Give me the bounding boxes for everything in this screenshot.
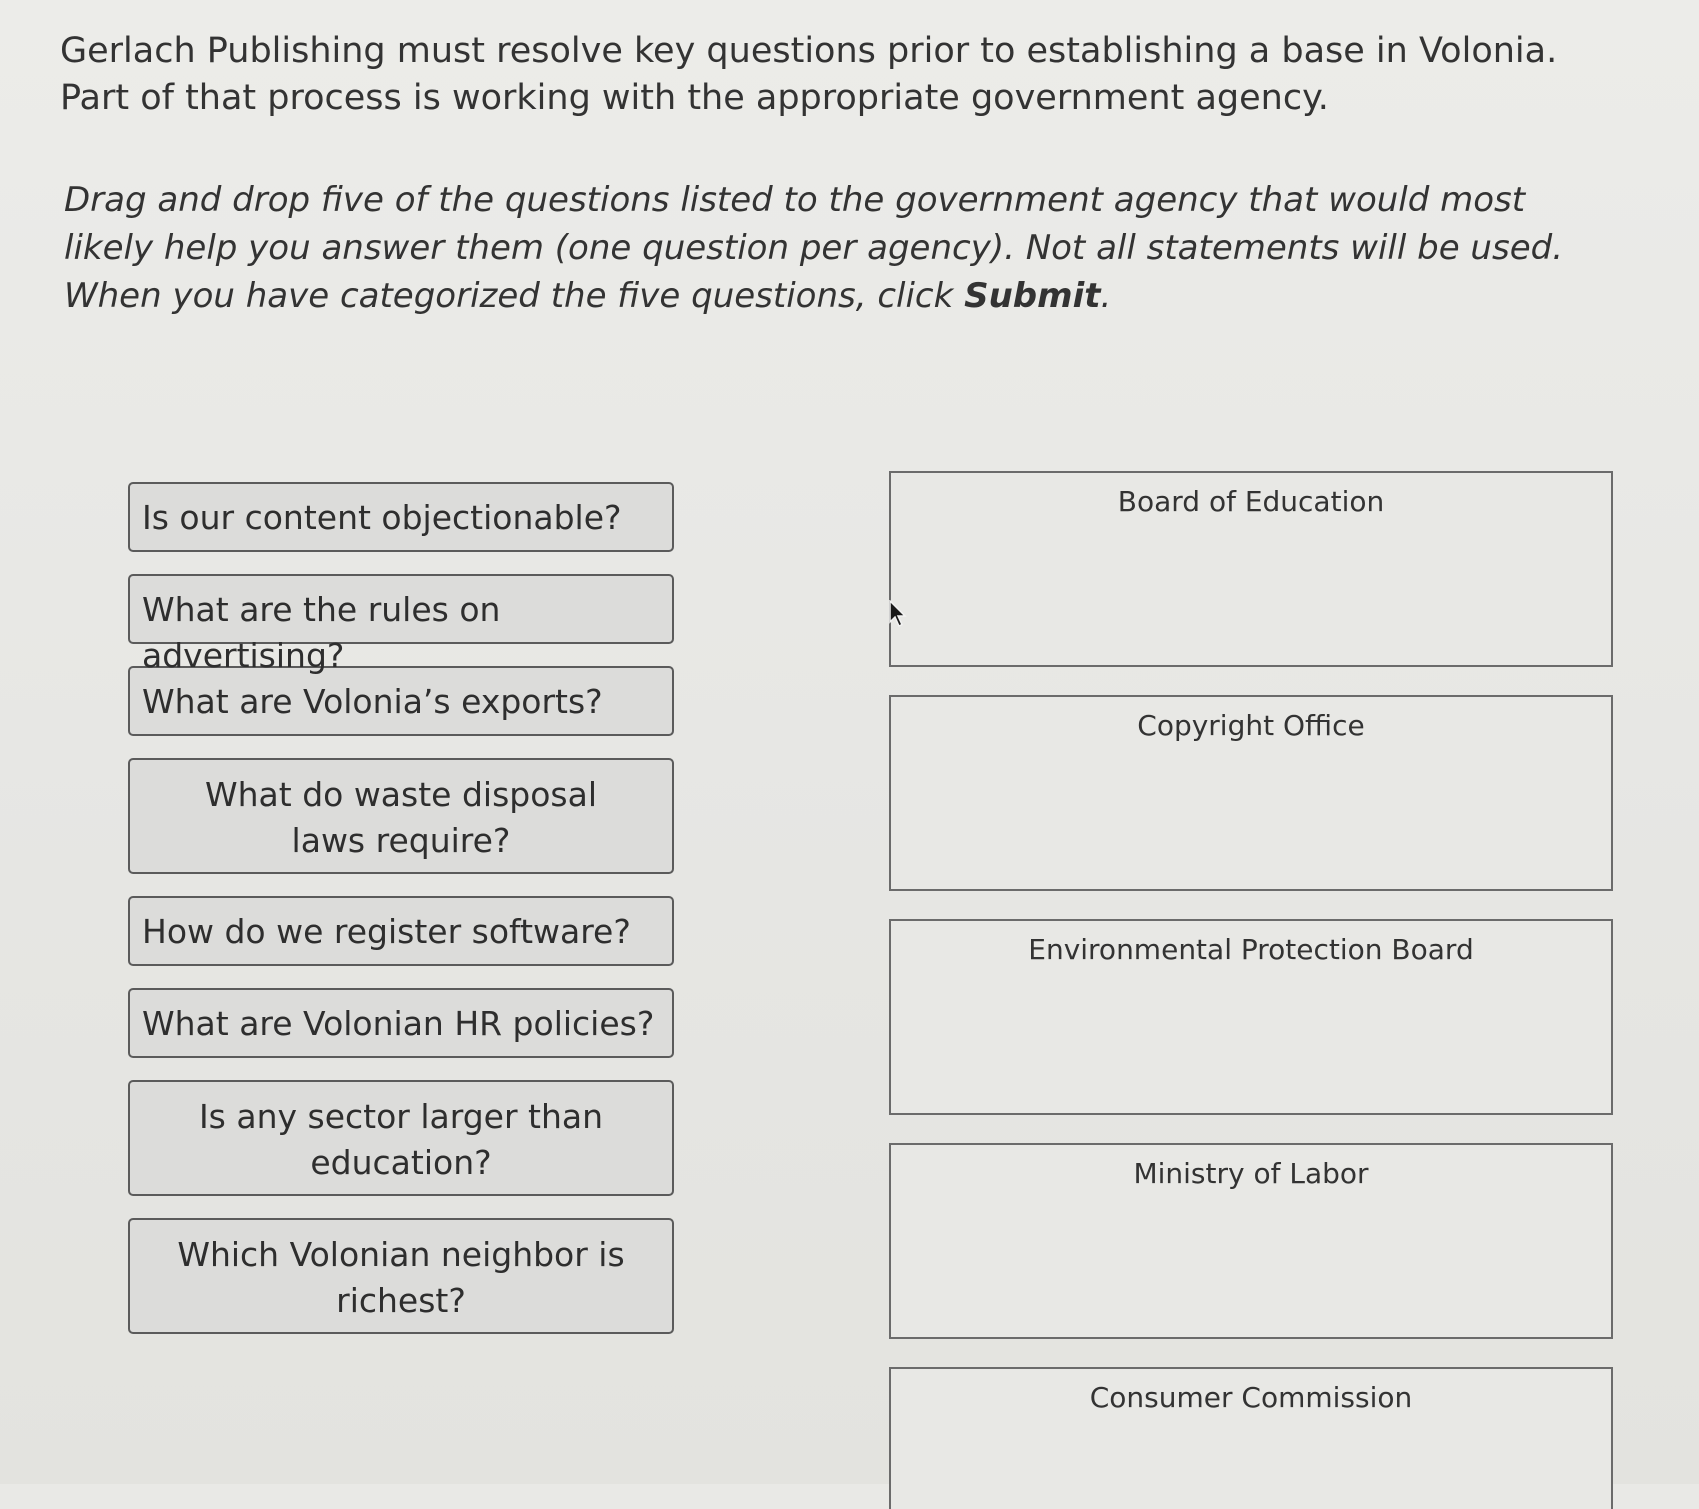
agency-drop-zones [889, 471, 1613, 1509]
intro-paragraph: Gerlach Publishing must resolve key questions prior to establishing a base in Volonia. Part of that process is working with the appropriate government agency. [60, 31, 1558, 118]
drop-zone-label: Consumer Commission [1089, 1381, 1413, 1414]
question-chip[interactable]: What do waste disposal laws require? [128, 758, 674, 874]
arrow-cursor-icon [888, 600, 908, 628]
question-chip[interactable]: Is our content objectionable? [128, 482, 674, 552]
instructions-suffix: . [1100, 276, 1112, 316]
drop-zone-label: Board of Education [1117, 485, 1385, 518]
drop-zone-label: Ministry of Labor [1133, 1157, 1369, 1190]
question-chip[interactable]: Which Volonian neighbor is richest? [128, 1218, 674, 1334]
question-chip[interactable]: How do we register software? [128, 896, 674, 966]
drop-zone-copyright-office[interactable] [889, 695, 1613, 891]
drop-zone-environmental-protection-board[interactable] [889, 919, 1613, 1115]
drop-zone-label: Copyright Office [1137, 709, 1365, 742]
submit-keyword: Submit [964, 276, 1101, 316]
drop-zone-ministry-of-labor[interactable] [889, 1143, 1613, 1339]
instructions-paragraph [64, 176, 1624, 320]
drop-zone-board-of-education[interactable] [889, 471, 1613, 667]
instructions-text: Drag and drop five of the questions listed to the government agency that would most likely help you answer them (one question per agency). Not all statements will be used. When you have categorized the five questions, click [64, 180, 1564, 316]
question-list [128, 482, 674, 1334]
question-chip[interactable]: What are Volonia’s exports? [128, 666, 674, 736]
question-chip[interactable]: Is any sector larger than education? [128, 1080, 674, 1196]
drop-zone-consumer-commission[interactable] [889, 1367, 1613, 1509]
question-chip[interactable]: What are Volonian HR policies? [128, 988, 674, 1058]
drop-zone-label: Environmental Protection Board [1028, 933, 1474, 966]
question-chip[interactable]: What are the rules on advertising? [128, 574, 674, 644]
